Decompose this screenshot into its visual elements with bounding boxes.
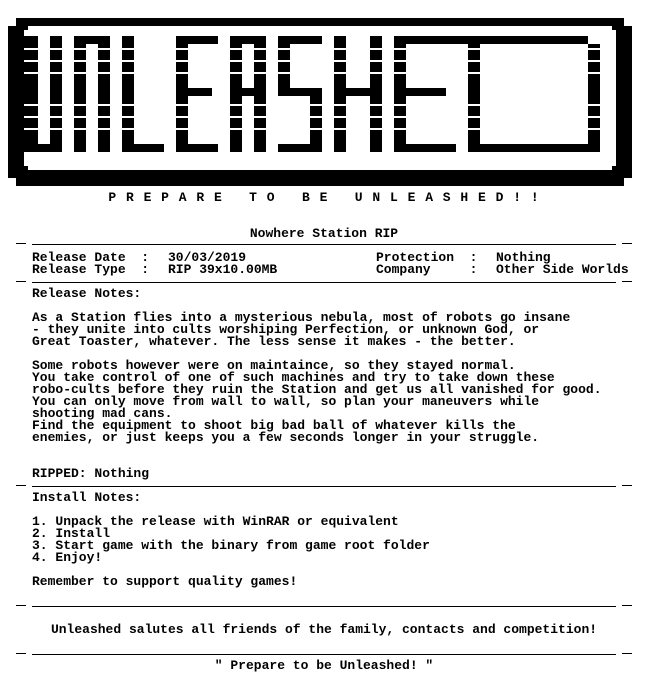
notes-p2-line: You can only move from wall to wall, so plan your maneuvers while xyxy=(32,394,540,409)
notes-p1-line: As a Station flies into a mysterious nebula, most of robots go insane xyxy=(32,310,571,325)
notes-p2-line: robo-cults before they ruin the Station and get us all vanished for good. xyxy=(32,382,602,397)
company-label: Company : xyxy=(376,262,478,277)
release-notes-heading: Release Notes: xyxy=(32,286,142,301)
release-date-value: 30/03/2019 xyxy=(168,250,247,265)
support-reminder: Remember to support quality games! xyxy=(32,574,298,589)
company-value: Other Side Worlds xyxy=(496,262,629,277)
protection-label: Protection : xyxy=(376,250,478,265)
notes-p2-line: enemies, or just keeps you a few seconds longer in your struggle. xyxy=(32,430,540,445)
release-type-label: Release Type : xyxy=(32,262,150,277)
protection-value: Nothing xyxy=(496,250,551,265)
install-step: 1. Unpack the release with WinRAR or equivalent xyxy=(32,514,399,529)
notes-p2-line: Find the equipment to shoot big bad ball of whatever kills the xyxy=(32,418,516,433)
unleashed-logo xyxy=(0,0,648,190)
release-date-label: Release Date : xyxy=(32,250,150,265)
notes-p1-line: - they unite into cults worshiping Perfection, or unknown God, or xyxy=(32,322,540,337)
salute-line: Unleashed salutes all friends of the family, contacts and competition! xyxy=(50,622,598,637)
motto-line: " Prepare to be Unleashed! " xyxy=(214,658,434,673)
notes-p2-line: Some robots however were on maintaince, so they stayed normal. xyxy=(32,358,516,373)
tagline: P R E P A R E T O B E U N L E A S H E D ! ! xyxy=(108,190,540,205)
install-step: 3. Start game with the binary from game root folder xyxy=(32,538,430,553)
install-notes-heading: Install Notes: xyxy=(32,490,142,505)
install-step: 4. Enjoy! xyxy=(32,550,103,565)
notes-p2-line: shooting mad cans. xyxy=(32,406,173,421)
release-type-value: RIP 39x10.00MB xyxy=(168,262,278,277)
ripped-line: RIPPED: Nothing xyxy=(32,466,150,481)
notes-p2-line: You take control of one of such machines and try to take down these xyxy=(32,370,555,385)
notes-p1-line: Great Toaster, whatever. The less sense it makes - the better. xyxy=(32,334,516,349)
release-title: Nowhere Station RIP xyxy=(249,226,399,241)
install-step: 2. Install xyxy=(32,526,111,541)
